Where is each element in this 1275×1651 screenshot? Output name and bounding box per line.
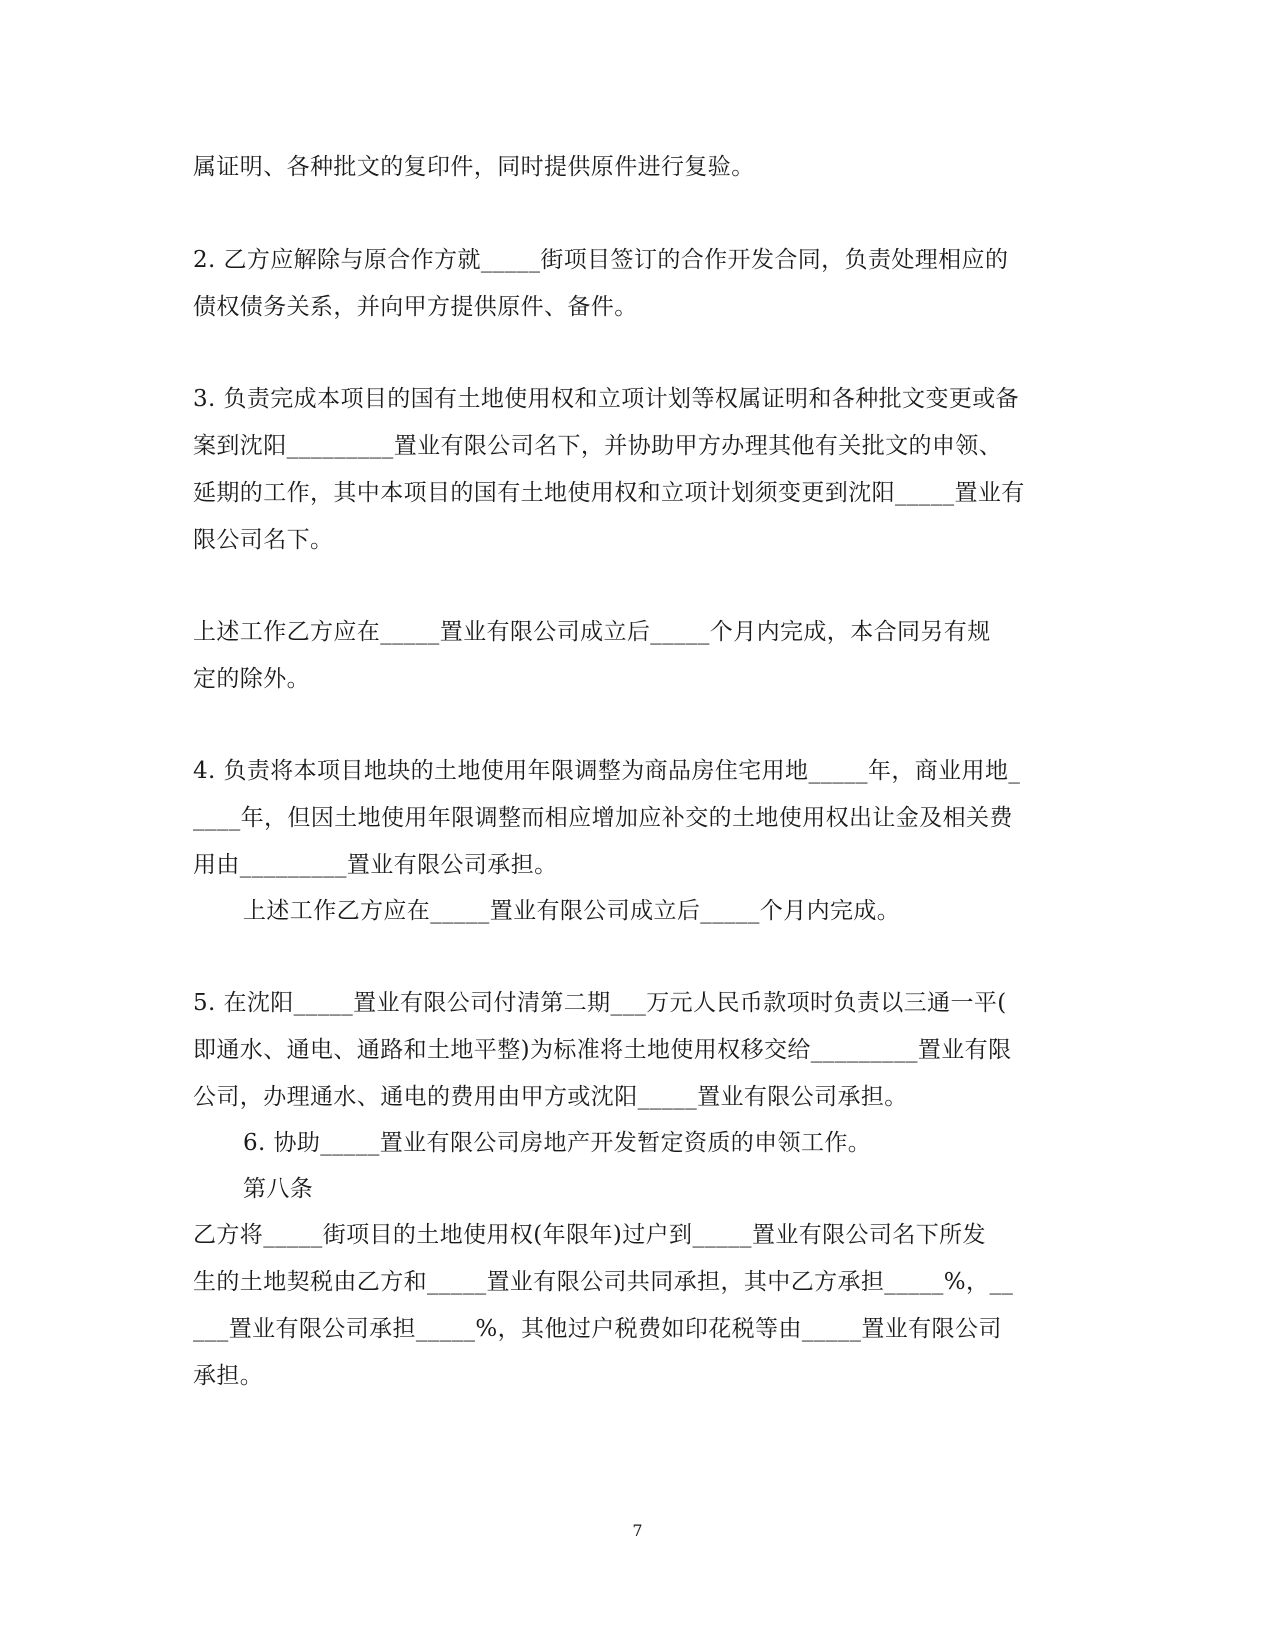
clause-3-line: 3. 负责完成本项目的国有土地使用权和立项计划等权属证明和各种批文变更或备 <box>193 386 1020 412</box>
article-heading: 第八条 <box>243 1176 314 1202</box>
article-8-line: 生的土地契税由乙方和_____置业有限公司共同承担，其中乙方承担_____%，__ <box>193 1269 1014 1295</box>
clause-3-line: 限公司名下。 <box>193 527 334 553</box>
clause-4-line: 用由_________置业有限公司承担。 <box>193 852 558 878</box>
paragraph-line: 定的除外。 <box>193 666 310 692</box>
clause-2-line: 2. 乙方应解除与原合作方就_____街项目签订的合作开发合同，负责处理相应的 <box>193 247 1009 273</box>
clause-6-line: 6. 协助_____置业有限公司房地产开发暂定资质的申领工作。 <box>243 1130 872 1156</box>
clause-4-line: 4. 负责将本项目地块的土地使用年限调整为商品房住宅用地_____年，商业用地_ <box>193 758 1021 784</box>
clause-3-line: 案到沈阳_________置业有限公司名下，并协助甲方办理其他有关批文的申领、 <box>193 433 1003 459</box>
article-8-line: ___置业有限公司承担_____%，其他过户税费如印花税等由_____置业有限公司 <box>193 1316 1002 1342</box>
clause-4-line: ____年，但因土地使用年限调整而相应增加应补交的土地使用权出让金及相关费 <box>193 805 1013 831</box>
clause-5-line: 5. 在沈阳_____置业有限公司付清第二期___万元人民币款项时负责以三通一平( <box>193 990 1007 1016</box>
paragraph-line: 上述工作乙方应在_____置业有限公司成立后_____个月内完成。 <box>243 898 901 924</box>
clause-2-line: 债权债务关系，并向甲方提供原件、备件。 <box>193 294 638 320</box>
article-8-line: 承担。 <box>193 1363 264 1389</box>
paragraph-line: 属证明、各种批文的复印件，同时提供原件进行复验。 <box>193 154 755 180</box>
paragraph-line: 上述工作乙方应在_____置业有限公司成立后_____个月内完成，本合同另有规 <box>193 619 991 645</box>
clause-5-line: 即通水、通电、通路和土地平整)为标准将土地使用权移交给_________置业有限 <box>193 1037 1012 1063</box>
clause-3-line: 延期的工作，其中本项目的国有土地使用权和立项计划须变更到沈阳_____置业有 <box>193 480 1025 506</box>
clause-5-line: 公司，办理通水、通电的费用由甲方或沈阳_____置业有限公司承担。 <box>193 1084 908 1110</box>
page-number: 7 <box>632 1521 643 1540</box>
article-8-line: 乙方将_____街项目的土地使用权(年限年)过户到_____置业有限公司名下所发 <box>193 1222 986 1248</box>
